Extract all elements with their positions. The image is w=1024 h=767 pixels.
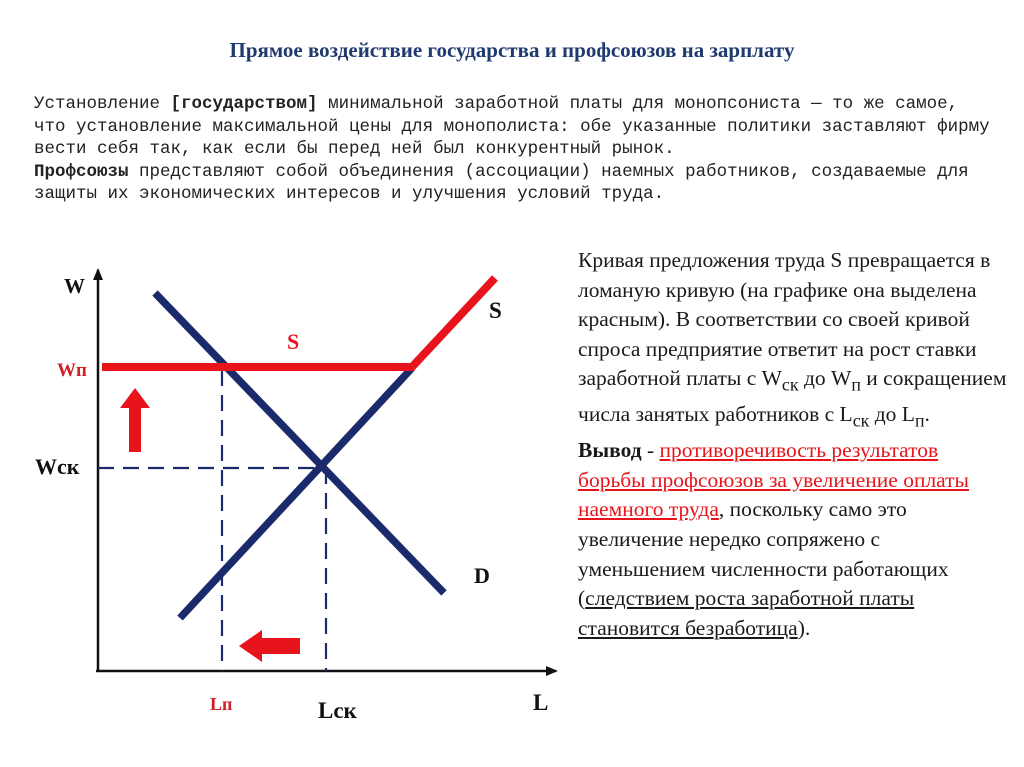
intro-p1-bold: [государством] <box>170 94 318 114</box>
subscript-sk-1: ск <box>781 374 799 395</box>
demand-curve <box>155 293 444 593</box>
intro-paragraph-2 <box>34 161 999 206</box>
subscript-sk-2: ск <box>852 410 870 431</box>
employment-decrease-arrow <box>239 630 300 662</box>
lsk-label: Lск <box>318 698 357 723</box>
explanation-part-2: до W <box>798 366 852 391</box>
intro-p1-rest: минимальной заработной платы для монопсониста — то же самое, что установление максимальной цены для монополиста: обе указанные политики заставляют фирму вести себя так, как если бы перед ней был конкурентный рынок. <box>34 94 990 159</box>
explanation-text <box>578 246 1008 643</box>
conclusion-part-2: , поскольку само это увеличение нередко сопряжено с уменьшением численности работающих ( <box>578 497 949 611</box>
axis-y-label: W <box>64 274 85 298</box>
conclusion-underlined: следствием роста заработной платы становится безработица <box>578 586 915 640</box>
intro-p2-rest: представляют собой объединения (ассоциации) наемных работников, создаваемые для защиты их экономических интересов и улучшения условий труда. <box>34 161 969 204</box>
axis-x-label: L <box>533 690 549 715</box>
intro-paragraph-1 <box>34 93 999 161</box>
wage-increase-arrow <box>120 388 150 452</box>
slide-title: Прямое воздействие государства и профсоюзов на зарплату <box>229 38 795 62</box>
supply-curve <box>180 368 412 618</box>
intro-p2-bold: Профсоюзы <box>34 161 129 182</box>
conclusion-label: Вывод <box>578 438 642 463</box>
d-label: D <box>474 563 490 588</box>
wp-label: Wп <box>57 360 87 381</box>
intro-text <box>34 93 999 206</box>
explanation-part-3: и сокращением числа занятых работников с L <box>578 366 1007 427</box>
subscript-p-2: п <box>914 410 925 431</box>
explanation-part-1: Кривая предложения труда S превращается в ломаную кривую (на графике она выделена красным). В соответствии со своей кривой спроса предприятие ответит на рост ставки заработной платы с W <box>578 248 991 391</box>
wsk-label: Wск <box>35 454 80 479</box>
explanation-part-4: до L <box>869 402 915 427</box>
conclusion-paragraph <box>578 436 1008 643</box>
intro-p1-start: Установление <box>34 94 171 114</box>
explanation-part-5: . <box>924 402 930 427</box>
s-red-label: S <box>287 329 300 354</box>
conclusion-highlight: противоречивость результатов борьбы профсоюзов за увеличение оплаты наемного труда <box>578 438 969 522</box>
conclusion-dash: - <box>641 438 660 463</box>
conclusion-end: ). <box>797 615 811 640</box>
explanation-paragraph <box>578 246 1008 436</box>
subscript-p-1: п <box>851 374 861 395</box>
labor-market-diagram <box>0 250 570 730</box>
s-blue-label: S <box>489 298 502 323</box>
lp-label: Lп <box>210 694 233 714</box>
